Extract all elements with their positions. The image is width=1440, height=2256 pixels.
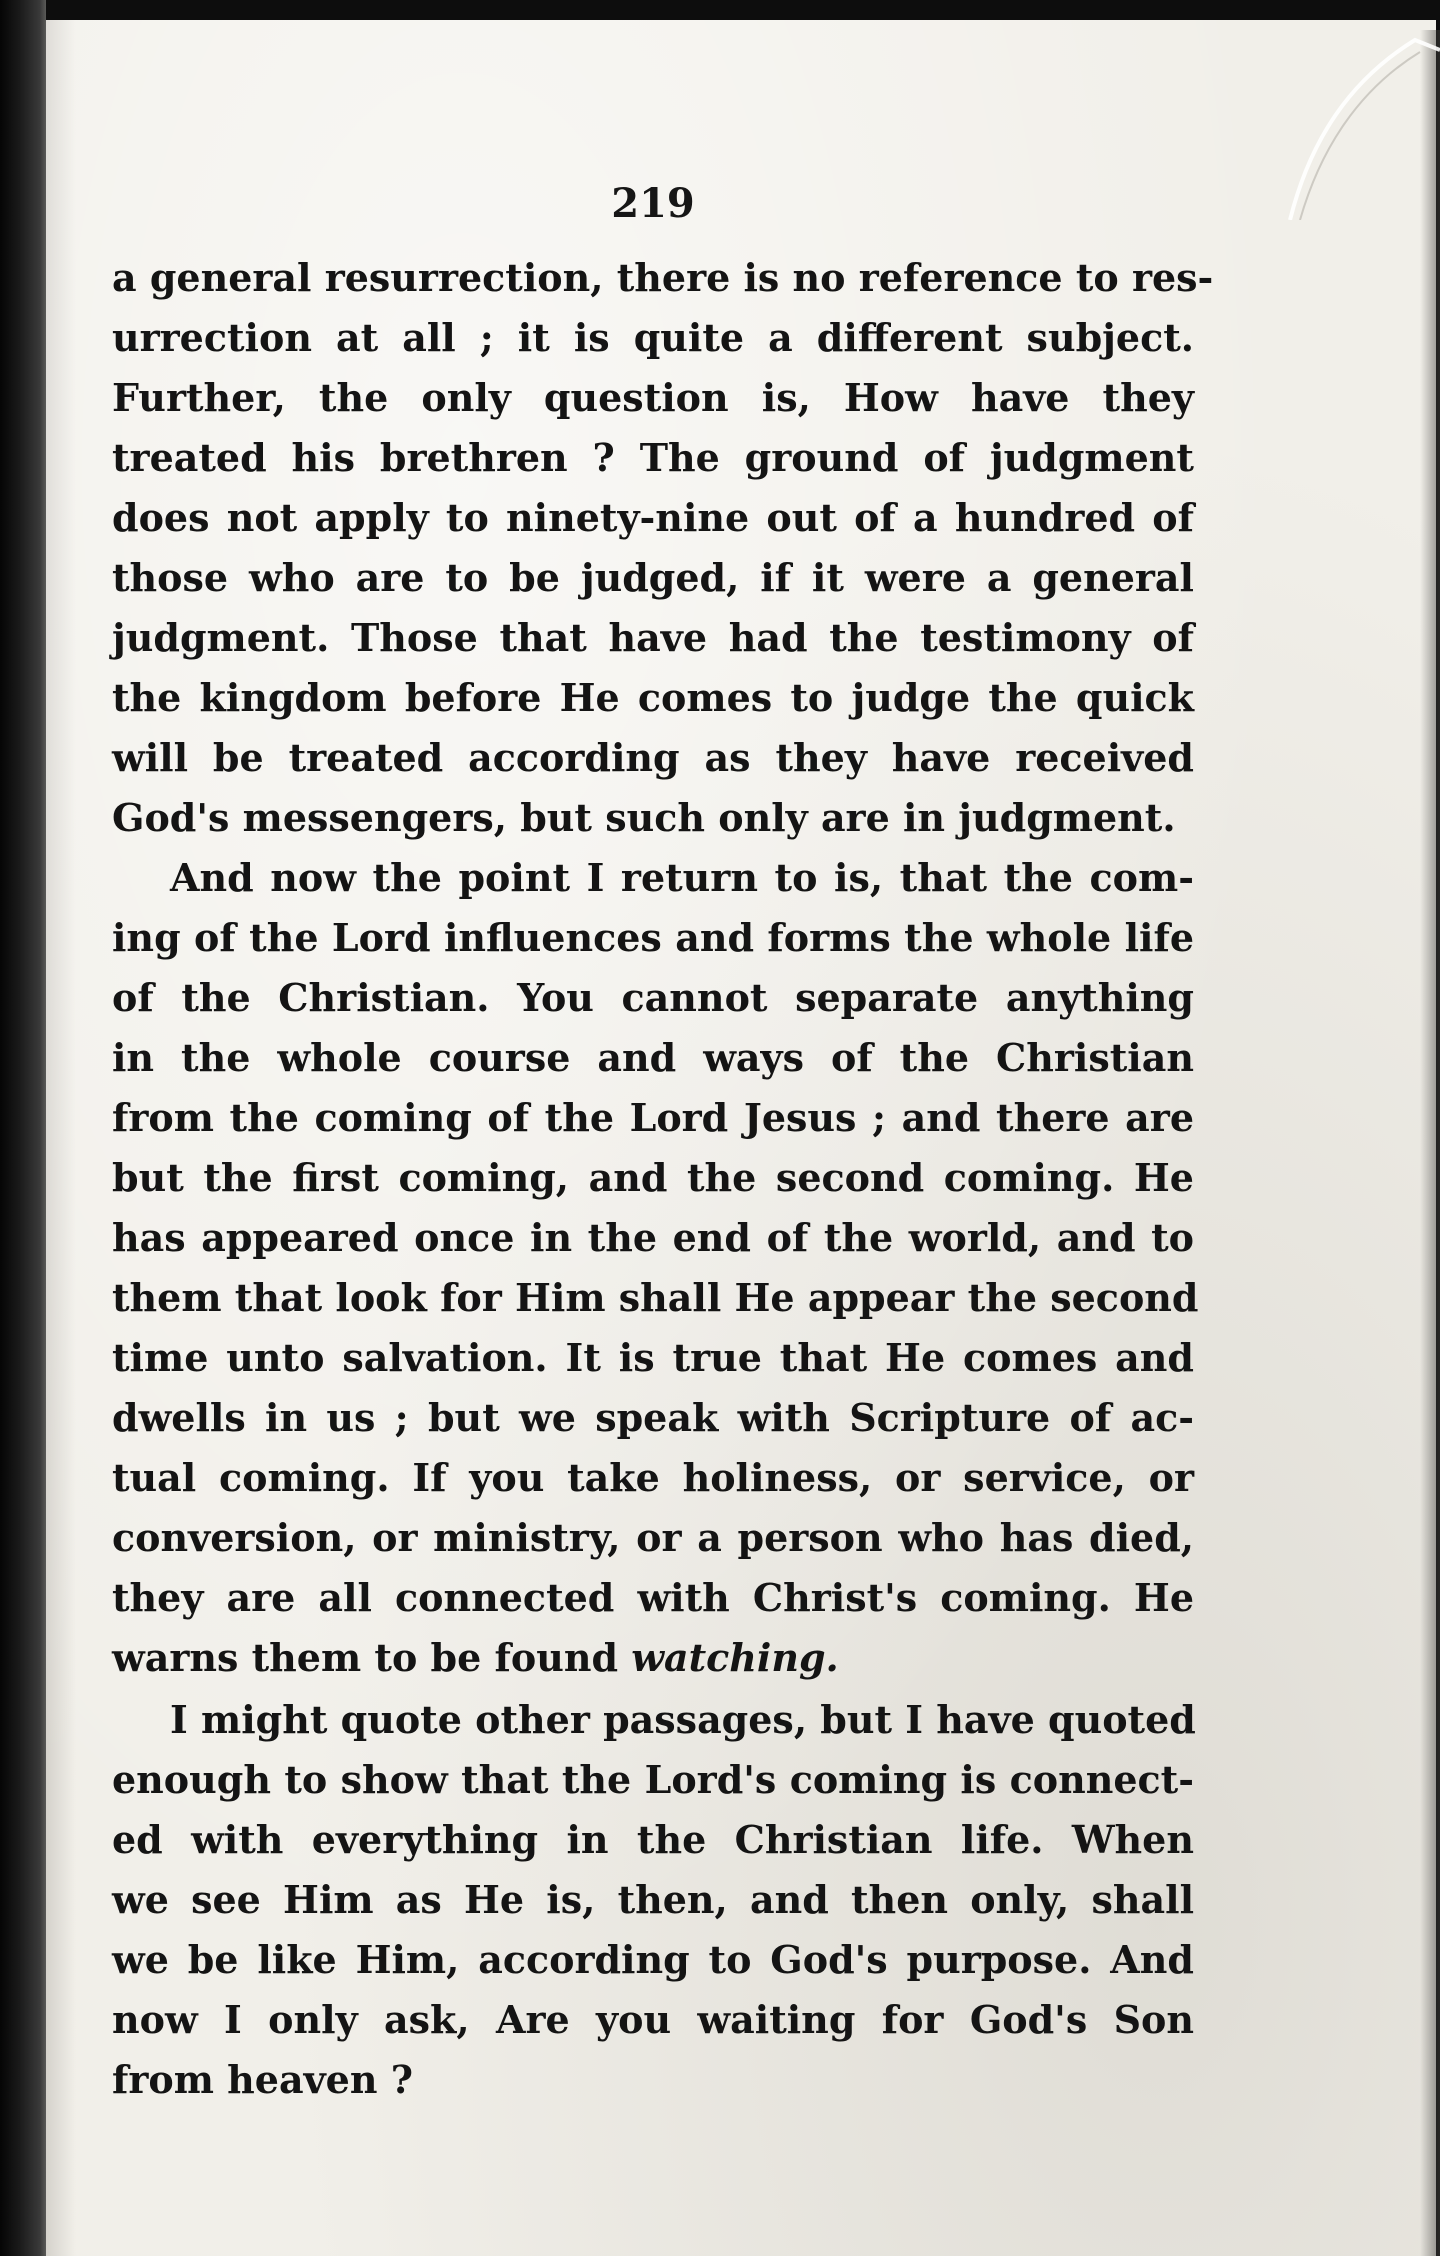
text-line: judgment. Those that have had the testimony of (112, 615, 1194, 660)
text-line: they are all connected with Christ's coming. He (112, 1575, 1194, 1620)
text-line: does not apply to ninety-nine out of a hundred of (112, 495, 1194, 540)
text-line (112, 1628, 1194, 1688)
text-line: And now the point I return to is, that the com- (170, 855, 1194, 900)
page-number: 219 (611, 180, 695, 227)
text-line: enough to show that the Lord's coming is connect- (112, 1757, 1194, 1802)
text-line: them that look for Him shall He appear the second (112, 1275, 1199, 1320)
text-line-lead: warns them to be found (112, 1635, 619, 1680)
text-line: Further, the only question is, How have they (112, 375, 1194, 420)
text-line: of the Christian. You cannot separate anything (112, 975, 1194, 1020)
text-line: dwells in us ; but we speak with Scripture of ac- (112, 1395, 1194, 1440)
text-line: tual coming. If you take holiness, or service, or (112, 1455, 1194, 1500)
text-line: ing of the Lord influences and forms the whole life (112, 915, 1194, 960)
binding-shadow (0, 0, 46, 2256)
text-line: conversion, or ministry, or a person who has died, (112, 1515, 1194, 1560)
text-line: the kingdom before He comes to judge the quick (112, 675, 1194, 720)
text-line: has appeared once in the end of the world, and to (112, 1215, 1194, 1260)
text-line: urrection at all ; it is quite a different subject. (112, 315, 1194, 360)
text-line: from the coming of the Lord Jesus ; and there are (112, 1095, 1194, 1140)
text-line: now I only ask, Are you waiting for God's Son (112, 1997, 1194, 2042)
text-line: time unto salvation. It is true that He comes and (112, 1335, 1194, 1380)
text-line: treated his brethren ? The ground of judgment (112, 435, 1194, 480)
text-line: those who are to be judged, if it were a general (112, 555, 1194, 600)
text-line: from heaven ? (112, 2057, 413, 2102)
text-line: in the whole course and ways of the Christian (112, 1035, 1194, 1080)
text-line: will be treated according as they have received (112, 735, 1194, 780)
text-line: God's messengers, but such only are in judgment. (112, 795, 1176, 840)
text-line: a general resurrection, there is no reference to res- (112, 255, 1214, 300)
emphasis-word: watching. (631, 1635, 839, 1680)
page-edge-shadow (1420, 30, 1440, 2256)
text-line: ed with everything in the Christian life. When (112, 1817, 1194, 1862)
text-line: we be like Him, according to God's purpose. And (112, 1937, 1194, 1982)
text-line: but the first coming, and the second coming. He (112, 1155, 1194, 1200)
text-line: we see Him as He is, then, and then only, shall (112, 1877, 1194, 1922)
text-line: I might quote other passages, but I have quoted (170, 1697, 1196, 1742)
